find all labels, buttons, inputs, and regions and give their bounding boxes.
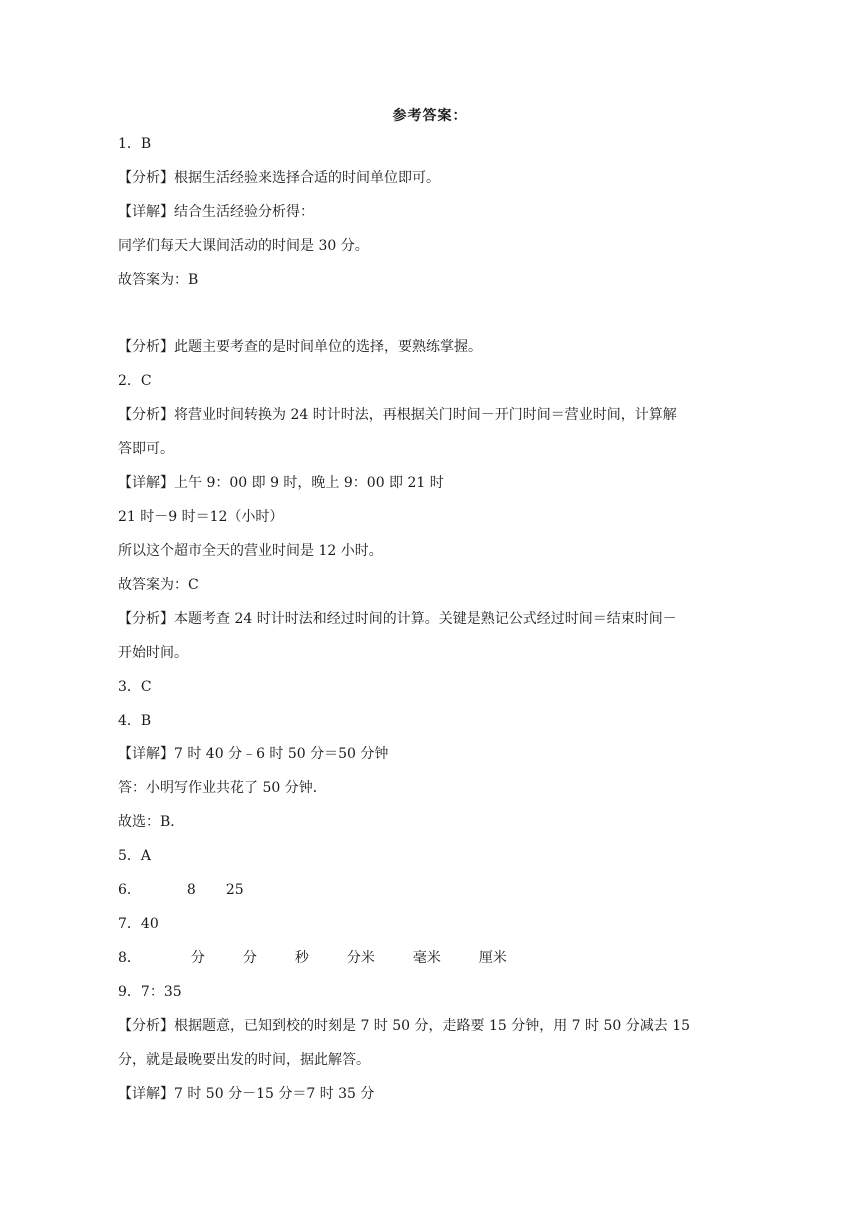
analysis-text: 【分析】将营业时间转换为 24 时计时法，再根据关门时间－开门时间＝营业时间，计算解 [118, 407, 677, 423]
detail-text: 【详解】结合生活经验分析得： [118, 204, 314, 220]
detail-text: 【详解】上午 9：00 即 9 时，晚上 9：00 即 21 时 [118, 475, 444, 491]
answer-8-blank: 厘米 [478, 950, 507, 966]
answer-8-blank: 分 [190, 950, 205, 966]
page-title: 参考答案： [392, 108, 468, 124]
detail-text: 【详解】7 时 40 分﹣6 时 50 分＝50 分钟 [118, 746, 389, 762]
conclusion-text: 故答案为：B [118, 272, 199, 288]
answer-1: 1．B [118, 136, 152, 152]
answer-8-blank: 秒 [294, 950, 309, 966]
body-text: 21 时－9 时＝12（小时） [118, 509, 284, 525]
answer-8-blank: 分米 [346, 950, 375, 966]
answer-8-blank: 毫米 [412, 950, 441, 966]
answer-8-blank: 分 [242, 950, 257, 966]
analysis-text-cont: 开始时间。 [118, 645, 188, 661]
analysis-text: 【分析】根据题意，已知到校的时刻是 7 时 50 分，走路要 15 分钟，用 7 时 50 分减去 15 [118, 1018, 691, 1034]
analysis-text: 【分析】本题考查 24 时计时法和经过时间的计算。关键是熟记公式经过时间＝结束时间－ [118, 611, 677, 627]
answer-6-blank: 25 [225, 882, 244, 898]
body-text: 所以这个超市全天的营业时间是 12 小时。 [118, 543, 383, 559]
analysis-text-cont: 答即可。 [118, 441, 174, 457]
analysis-text: 【分析】此题主要考查的是时间单位的选择，要熟练掌握。 [118, 339, 482, 355]
answer-2: 2．C [118, 373, 152, 389]
analysis-text-cont: 分，就是最晚要出发的时间，据此解答。 [118, 1052, 370, 1068]
answer-5: 5．A [118, 848, 152, 864]
answer-6-blank: 8 [186, 882, 196, 898]
answer-6 [118, 880, 748, 900]
answer-6-label: 6． [118, 882, 141, 898]
conclusion-text: 故答案为：C [118, 577, 199, 593]
answer-8 [118, 948, 748, 968]
body-text: 同学们每天大课间活动的时间是 30 分。 [118, 238, 369, 254]
body-text: 答：小明写作业共花了 50 分钟． [118, 780, 327, 796]
answer-4: 4．B [118, 713, 152, 729]
detail-text: 【详解】7 时 50 分－15 分＝7 时 35 分 [118, 1086, 375, 1102]
conclusion-text: 故选：B． [118, 814, 185, 830]
answer-7: 7．40 [118, 916, 159, 932]
answer-3: 3．C [118, 679, 152, 695]
analysis-text: 【分析】根据生活经验来选择合适的时间单位即可。 [118, 170, 440, 186]
answer-9: 9．7：35 [118, 984, 182, 1000]
answer-8-label: 8． [118, 950, 141, 966]
